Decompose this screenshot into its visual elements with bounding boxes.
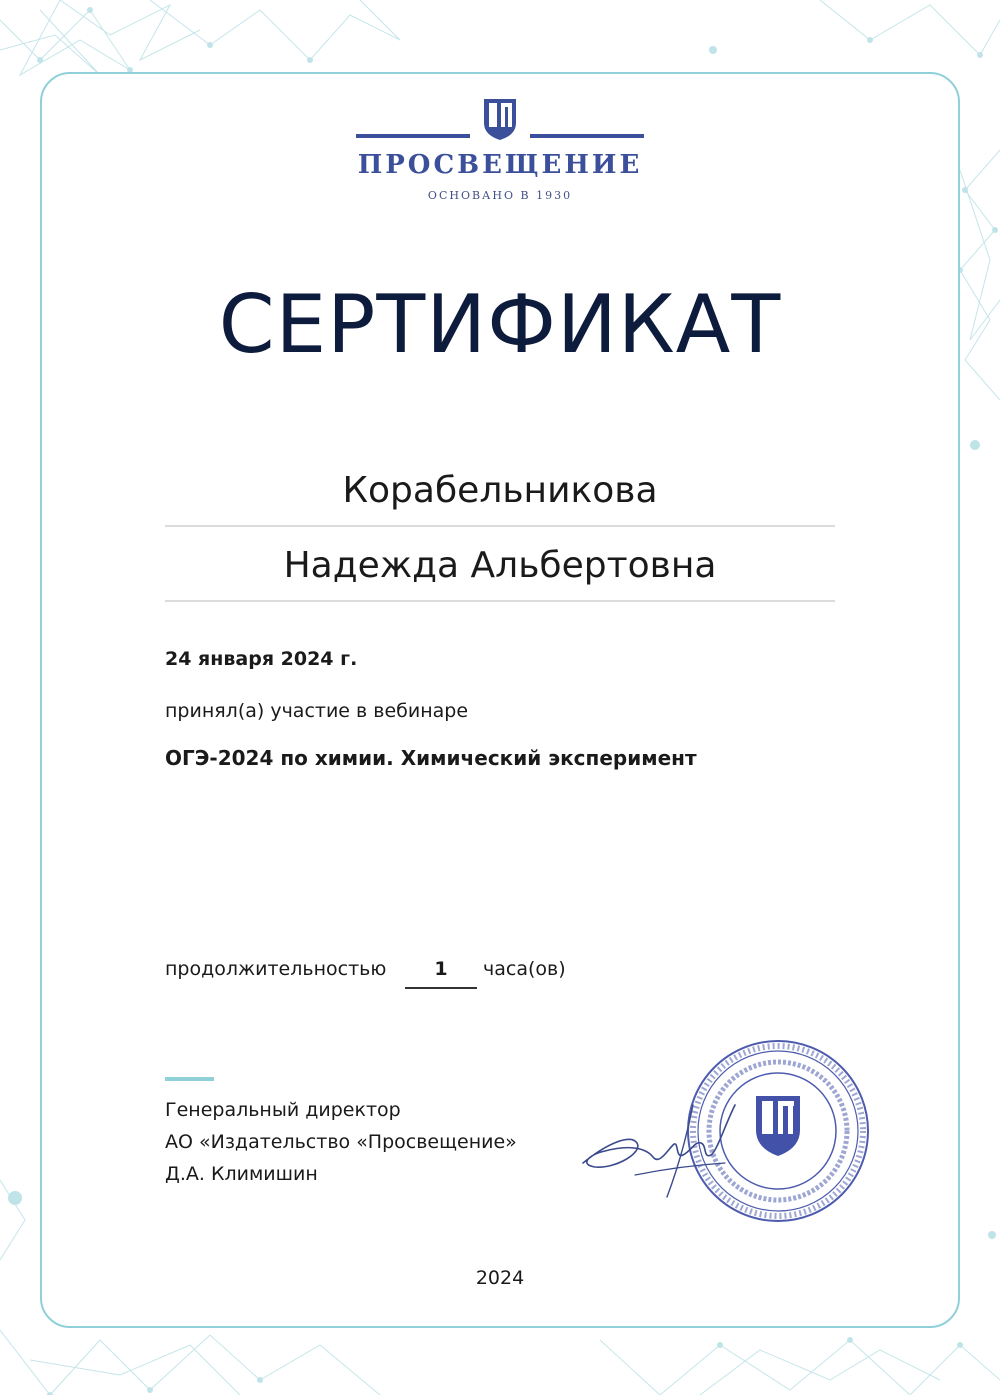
participation-text: принял(а) участие в вебинаре: [165, 700, 469, 722]
name-underline-2: [165, 600, 835, 602]
duration-underline: [405, 987, 477, 989]
logo-rule-left: [356, 134, 470, 138]
webinar-title: ОГЭ-2024 по химии. Химический эксперимент: [165, 746, 697, 770]
duration-label: продолжительностью: [165, 958, 387, 980]
certificate-title: СЕРТИФИКАТ: [218, 278, 782, 371]
ip-shield-logo-icon: [482, 97, 518, 141]
duration-hours: 1: [434, 958, 448, 980]
recipient-surname: Корабельникова: [342, 470, 658, 511]
signatory-name: Д.А. Климишин: [165, 1163, 318, 1185]
signatory-position: Генеральный директор: [165, 1099, 401, 1121]
signatory-organization: АО «Издательство «Просвещение»: [165, 1131, 517, 1153]
event-date: 24 января 2024 г.: [165, 648, 358, 670]
publisher-tagline: ОСНОВАНО В 1930: [427, 189, 573, 202]
recipient-given-names: Надежда Альбертовна: [283, 545, 717, 586]
signatory-accent-bar: [165, 1077, 214, 1081]
publisher-name: ПРОСВЕЩЕНИЕ: [357, 150, 643, 180]
logo-rule-right: [530, 134, 644, 138]
name-underline-1: [165, 525, 835, 527]
certificate-year: 2024: [475, 1267, 525, 1289]
duration-unit: часа(ов): [483, 958, 566, 980]
director-signature: [575, 1085, 755, 1205]
